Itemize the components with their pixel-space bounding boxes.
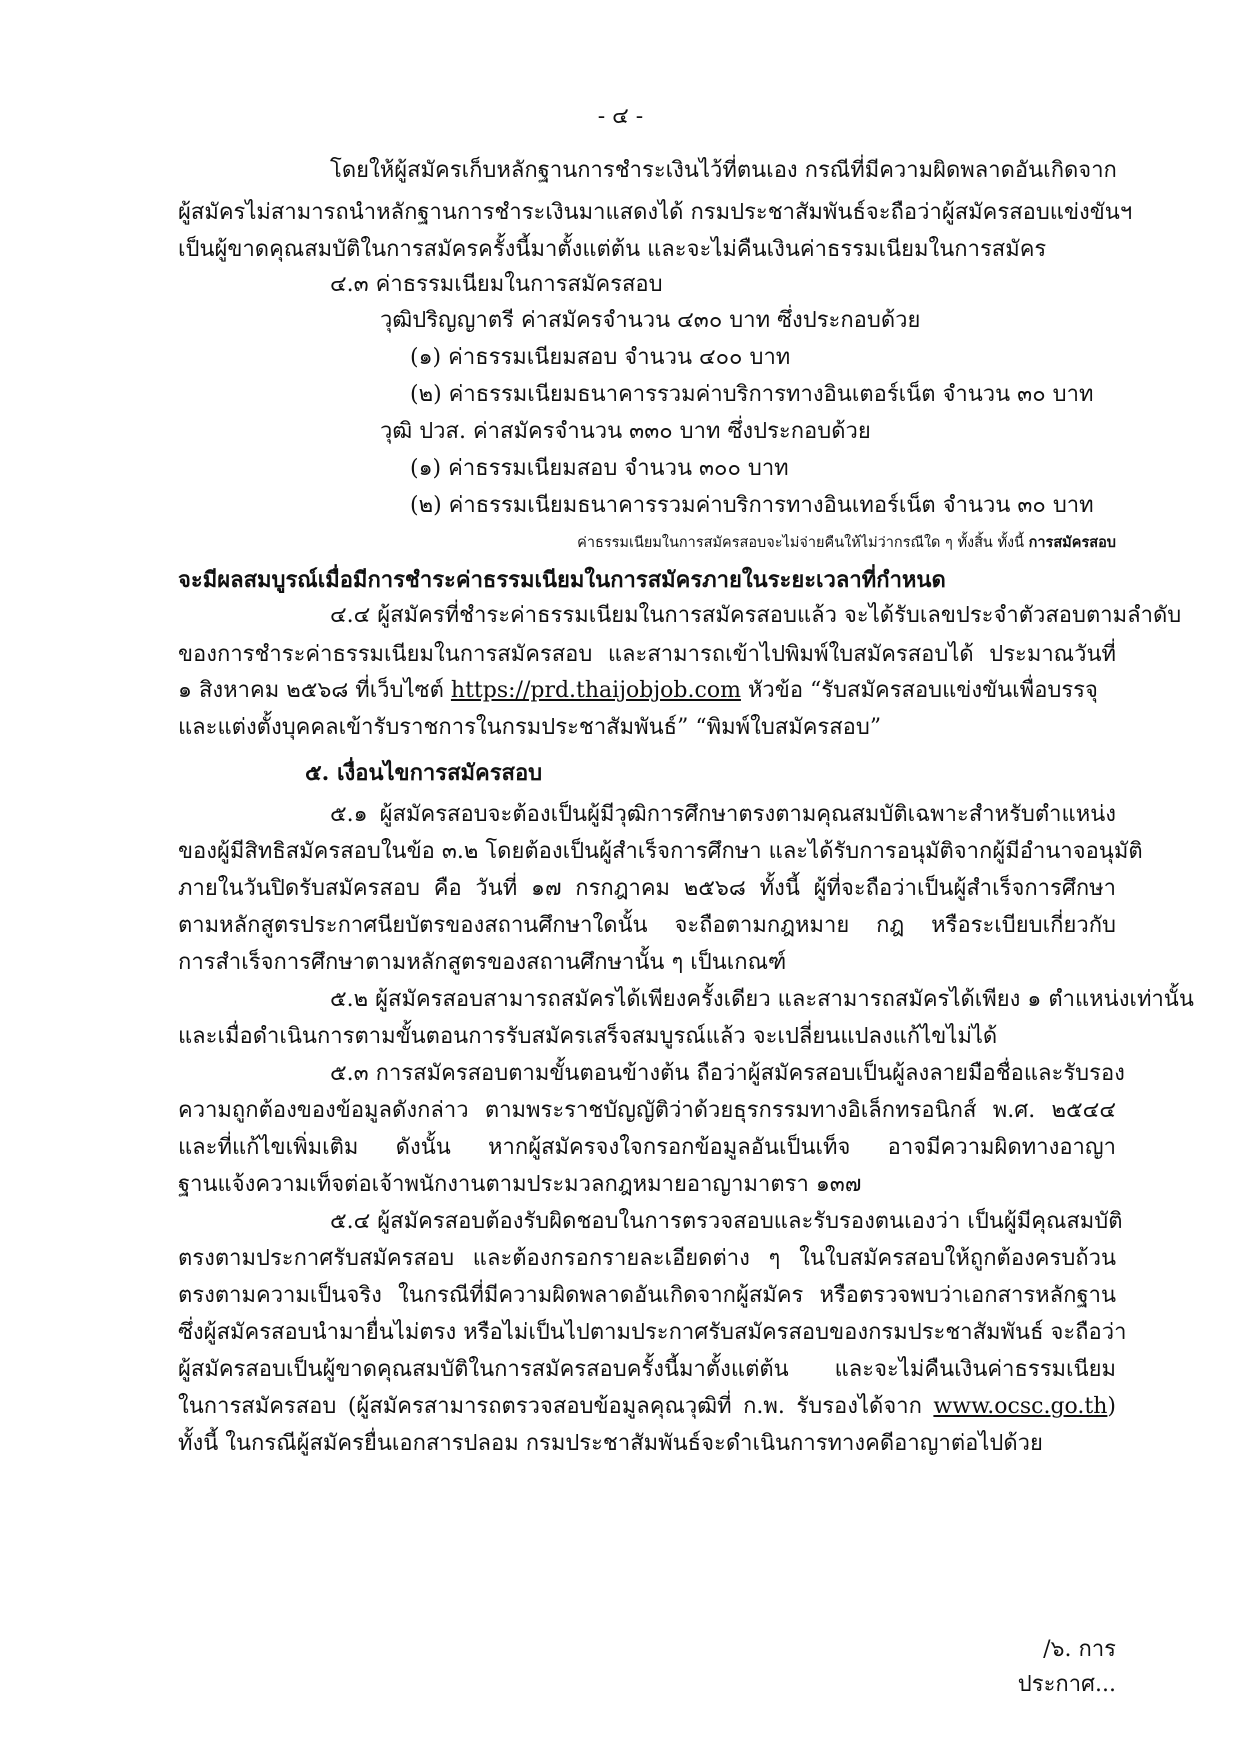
page-number: - ๔ - xyxy=(597,104,644,129)
s54-line-4: ซึ่งผู้สมัครสอบนำมายื่นไม่ตรง หรือไม่เป็นไปตามประกาศรับสมัครสอบของกรมประชาสัมพันธ์ จะถือว่า xyxy=(178,1320,1127,1345)
s54-line-6-end: ) xyxy=(1107,1394,1116,1419)
fee-note-plain: ค่าธรรมเนียมในการสมัครสอบจะไม่จ่ายคืนให้ไม่ว่ากรณีใด ๆ ทั้งสิ้น ทั้งนี้ xyxy=(577,535,1029,551)
fee-bachelor-item-1: (๑) ค่าธรรมเนียมสอบ จำนวน ๔๐๐ บาท xyxy=(410,345,791,370)
s44-line-2: ของการชำระค่าธรรมเนียมในการสมัครสอบ และสามารถเข้าไปพิมพ์ใบสมัครสอบได้ ประมาณวันที่ xyxy=(178,642,1116,667)
fee-heading: ๔.๓ ค่าธรรมเนียมในการสมัครสอบ xyxy=(330,272,663,297)
s54-line-6 xyxy=(178,1392,1116,1422)
s51-line-4: ตามหลักสูตรประกาศนียบัตรของสถานศึกษาใดนั้น จะถือตามกฎหมาย กฎ หรือระเบียบเกี่ยวกับ xyxy=(178,913,1116,938)
s44-line-4: และแต่งตั้งบุคคลเข้ารับราชการในกรมประชาสัมพันธ์” “พิมพ์ใบสมัครสอบ” xyxy=(178,715,882,740)
s44-line-3 xyxy=(178,676,1098,706)
s54-line-3: ตรงตามความเป็นจริง ในกรณีที่มีความผิดพลาดอันเกิดจากผู้สมัคร หรือตรวจพบว่าเอกสารหลักฐาน xyxy=(178,1283,1116,1308)
s52-line-2: และเมื่อดำเนินการตามขั้นตอนการรับสมัครเสร็จสมบูรณ์แล้ว จะเปลี่ยนแปลงแก้ไขไม่ได้ xyxy=(178,1024,998,1049)
continuation-note: /๖. การประกาศ... xyxy=(1017,1637,1116,1697)
fee-diploma: วุฒิ ปวส. ค่าสมัครจำนวน ๓๓๐ บาท ซึ่งประกอบด้วย xyxy=(380,419,871,444)
section5-heading: ๕. เงื่อนไขการสมัครสอบ xyxy=(305,760,543,786)
s51-line-5: การสำเร็จการศึกษาตามหลักสูตรของสถานศึกษานั้น ๆ เป็นเกณฑ์ xyxy=(178,950,787,975)
s51-line-2: ของผู้มีสิทธิสมัครสอบในข้อ ๓.๒ โดยต้องเป็นผู้สำเร็จการศึกษา และได้รับการอนุมัติจากผู้มีอำนาจอนุมัติ xyxy=(178,839,1143,864)
s53-line-2: ความถูกต้องของข้อมูลดังกล่าว ตามพระราชบัญญัติว่าด้วยธุรกรรมทางอิเล็กทรอนิกส์ พ.ศ. ๒๕๔๔ xyxy=(178,1098,1116,1123)
s54-line-5: ผู้สมัครสอบเป็นผู้ขาดคุณสมบัติในการสมัครสอบครั้งนี้มาตั้งแต่ต้น และจะไม่คืนเงินค่าธรรมเนียม xyxy=(178,1357,1116,1382)
s53-line-4: ฐานแจ้งความเท็จต่อเจ้าพนักงานตามประมวลกฎหมายอาญามาตรา ๑๓๗ xyxy=(178,1172,862,1197)
s54-line-7: ทั้งนี้ ในกรณีผู้สมัครยื่นเอกสารปลอม กรมประชาสัมพันธ์จะดำเนินการทางคดีอาญาต่อไปด้วย xyxy=(178,1431,1043,1456)
s51-line-3: ภายในวันปิดรับสมัครสอบ คือ วันที่ ๑๗ กรกฎาคม ๒๕๖๘ ทั้งนี้ ผู้ที่จะถือว่าเป็นผู้สำเร็จการศึกษา xyxy=(178,876,1116,901)
s53-line-1: ๕.๓ การสมัครสอบตามขั้นตอนข้างต้น ถือว่าผู้สมัครสอบเป็นผู้ลงลายมือชื่อและรับรอง xyxy=(330,1061,1125,1086)
s54-line-2: ตรงตามประกาศรับสมัครสอบ และต้องกรอกรายละเอียดต่าง ๆ ในใบสมัครสอบให้ถูกต้องครบถ้วน xyxy=(178,1246,1116,1271)
s52-line-1: ๕.๒ ผู้สมัครสอบสามารถสมัครได้เพียงครั้งเดียว และสามารถสมัครได้เพียง ๑ ตำแหน่งเท่านั้น xyxy=(330,987,1194,1012)
intro-line-1: โดยให้ผู้สมัครเก็บหลักฐานการชำระเงินไว้ที่ตนเอง กรณีที่มีความผิดพลาดอันเกิดจาก xyxy=(330,158,1117,183)
s53-line-3: และที่แก้ไขเพิ่มเติม ดังนั้น หากผู้สมัครจงใจกรอกข้อมูลอันเป็นเท็จ อาจมีความผิดทางอาญา xyxy=(178,1135,1116,1160)
s51-line-1: ๕.๑ ผู้สมัครสอบจะต้องเป็นผู้มีวุฒิการศึกษาตรงตามคุณสมบัติเฉพาะสำหรับตำแหน่ง xyxy=(330,802,1116,827)
s44-line-3-end: หัวข้อ “รับสมัครสอบแข่งขันเพื่อบรรจุ xyxy=(740,678,1098,703)
s44-line-3-start: ๑ สิงหาคม ๒๕๖๘ ที่เว็บไซต์ xyxy=(178,678,451,703)
s54-line-6-start: ในการสมัครสอบ (ผู้สมัครสามารถตรวจสอบข้อมูลคุณวุฒิที่ ก.พ. รับรองได้จาก xyxy=(178,1394,934,1419)
fee-diploma-item-2: (๒) ค่าธรรมเนียมธนาคารรวมค่าบริการทางอินเทอร์เน็ต จำนวน ๓๐ บาท xyxy=(410,493,1094,518)
s44-line-1: ๔.๔ ผู้สมัครที่ชำระค่าธรรมเนียมในการสมัครสอบแล้ว จะได้รับเลขประจำตัวสอบตามลำดับ xyxy=(330,603,1182,628)
fee-note-line-2: จะมีผลสมบูรณ์เมื่อมีการชำระค่าธรรมเนียมในการสมัครภายในระยะเวลาที่กำหนด xyxy=(178,567,946,593)
intro-line-3: เป็นผู้ขาดคุณสมบัติในการสมัครครั้งนี้มาตั้งแต่ต้น และจะไม่คืนเงินค่าธรรมเนียมในการสมัคร xyxy=(178,237,1047,262)
fee-note-bold-start: การสมัครสอบ xyxy=(1028,534,1116,551)
intro-line-2: ผู้สมัครไม่สามารถนำหลักฐานการชำระเงินมาแสดงได้ กรมประชาสัมพันธ์จะถือว่าผู้สมัครสอบแข่งขันฯ xyxy=(178,200,1133,225)
fee-bachelor: วุฒิปริญญาตรี ค่าสมัครจำนวน ๔๓๐ บาท ซึ่งประกอบด้วย xyxy=(380,308,921,333)
s54-line-1: ๕.๔ ผู้สมัครสอบต้องรับผิดชอบในการตรวจสอบและรับรองตนเองว่า เป็นผู้มีคุณสมบัติ xyxy=(330,1209,1123,1234)
fee-note-line-1 xyxy=(570,528,1116,558)
thaijobjob-link[interactable]: https://prd.thaijobjob.com xyxy=(450,678,741,703)
fee-diploma-item-1: (๑) ค่าธรรมเนียมสอบ จำนวน ๓๐๐ บาท xyxy=(410,456,789,481)
fee-bachelor-item-2: (๒) ค่าธรรมเนียมธนาคารรวมค่าบริการทางอินเตอร์เน็ต จำนวน ๓๐ บาท xyxy=(410,382,1094,407)
ocsc-link[interactable]: www.ocsc.go.th xyxy=(933,1394,1108,1419)
